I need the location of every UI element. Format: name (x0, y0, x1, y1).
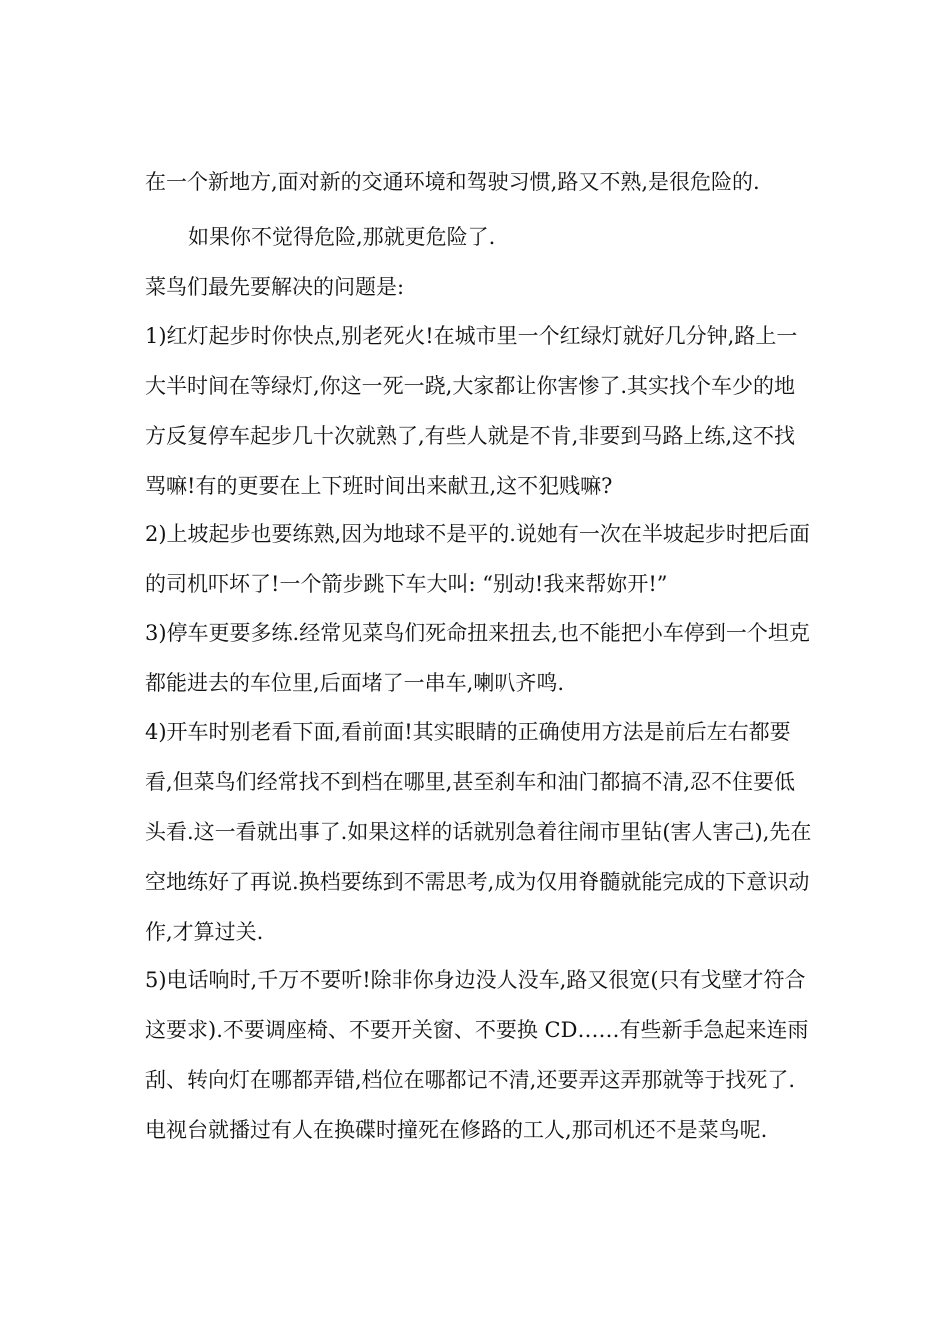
point-4-paragraph: 4)开车时别老看下面,看前面!其实眼睛的正确使用方法是前后左右都要看,但菜鸟们经常找不到档在哪里,甚至刹车和油门都搞不清,忍不住要低头看.这一看就出事了.如果这样的话就别急着往闹市里钻(害人害己),先在空地练好了再说.换档要练到不需思考,成为仅用脊髓就能完成的下意识动作,才算过关. (145, 720, 812, 944)
point-1-paragraph: 1)红灯起步时你快点,别老死火!在城市里一个红绿灯就好几分钟,路上一大半时间在等绿灯,你这一死一跷,大家都让你害惨了.其实找个车少的地方反复停车起步几十次就熟了,有些人就是不肯,非要到马路上练,这不找骂嘛!有的更要在上下班时间出来献丑,这不犯贱嘛? (145, 324, 798, 498)
warning-paragraph: 如果你不觉得危险,那就更危险了. (188, 225, 496, 249)
point-3-paragraph: 3)停车更要多练.经常见菜鸟们死命扭来扭去,也不能把小车停到一个坦克都能进去的车位里,后面堵了一串车,喇叭齐鸣. (145, 621, 810, 695)
point-2-paragraph: 2)上坡起步也要练熟,因为地球不是平的.说她有一次在半坡起步时把后面的司机吓坏了!一个箭步跳下车大叫: “别动!我来帮妳开!” (145, 522, 810, 596)
point-5-paragraph: 5)电话响时,千万不要听!除非你身边没人没车,路又很宽(只有戈壁才符合这要求).不要调座椅、不要开关窗、不要换 CD……有些新手急起来连雨刮、转向灯在哪都弄错,档位在哪都记不清,还要弄这弄那就等于找死了.电视台就播过有人在换碟时撞死在修路的工人,那司机还不是菜鸟呢. (145, 968, 809, 1142)
problems-heading: 菜鸟们最先要解决的问题是: (145, 275, 405, 299)
intro-paragraph: 在一个新地方,面对新的交通环境和驾驶习惯,路又不熟,是很危险的. (145, 170, 760, 194)
